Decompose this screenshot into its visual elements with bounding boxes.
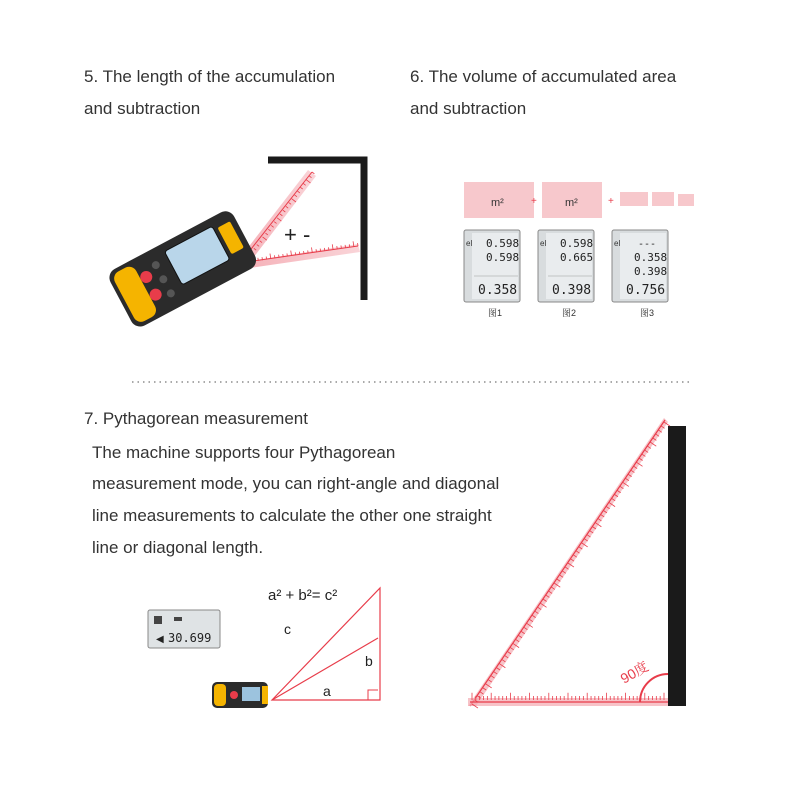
area-box-small [652, 192, 674, 206]
lcd-total: 0.756 [626, 283, 666, 298]
angle-label: 90度 [617, 657, 652, 687]
lcd-reading-panel [148, 610, 220, 648]
screen-1-caption: 图1 [488, 308, 503, 318]
lcd-screen-2 [538, 230, 594, 302]
lcd-total: 0.398 [552, 283, 592, 298]
lcd-screen-1 [464, 230, 520, 302]
lcd-mode-icon [154, 616, 162, 624]
section6-title-line2: and subtraction [410, 99, 527, 118]
lcd-arrow-icon: ◀ [156, 634, 164, 645]
lcd-row1: --- [638, 239, 657, 250]
section7-title: 7. Pythagorean measurement [84, 409, 308, 428]
lcd-mode-icon: el [540, 239, 547, 248]
area-box-1-unit: m² [491, 197, 504, 209]
side-a-label: a [323, 683, 331, 699]
volume-diagram [464, 182, 694, 318]
lcd-total: 0.358 [478, 283, 518, 298]
section7-desc-line3: line measurements to calculate the other one straight [92, 506, 492, 525]
lcd-row3: 0.398 [634, 265, 668, 278]
device-accent [214, 684, 226, 706]
section5-title-line1: 5. The length of the accumulation [84, 67, 336, 86]
lcd-row2: 0.665 [560, 251, 594, 264]
area-box-2-unit: m² [565, 197, 578, 209]
lcd-row2: 0.358 [634, 251, 668, 264]
lcd-screen-3 [612, 230, 668, 302]
laser-meter-device [106, 208, 260, 330]
screen-2-caption: 图2 [562, 308, 577, 318]
battery-icon [174, 617, 182, 621]
lcd-row2: 0.598 [486, 251, 520, 264]
lcd-row1: 0.598 [486, 237, 520, 250]
plus-minus-label: + - [284, 222, 311, 247]
screen-3-caption: 图3 [640, 308, 655, 318]
device-screen [242, 687, 260, 701]
pythagorean-small-diagram [148, 587, 380, 708]
op-plus-2: + [608, 196, 614, 207]
accumulation-diagram [106, 160, 364, 330]
section6-title-line1: 6. The volume of accumulated area [410, 67, 677, 86]
right-angle-mark [368, 690, 378, 700]
section7-desc-line1: The machine supports four Pythagorean [92, 443, 396, 462]
device-button-red [230, 691, 238, 699]
device-tip [262, 686, 268, 704]
section5-title-line2: and subtraction [84, 99, 201, 118]
lcd-mode-icon: el [614, 239, 621, 248]
op-plus-1: + [531, 196, 537, 207]
side-b-label: b [365, 653, 373, 669]
vertical-wall [668, 426, 686, 706]
lcd-mode-icon: el [466, 239, 473, 248]
lcd-reading-value: 30.699 [168, 631, 212, 645]
section7-desc-line2: measurement mode, you can right-angle and diagonal [92, 474, 500, 493]
area-box-small [620, 192, 648, 206]
laser-beam-lower [244, 244, 360, 268]
lcd-row1: 0.598 [560, 237, 594, 250]
side-c-label: c [284, 621, 291, 637]
laser-meter-device-small [212, 682, 268, 708]
pythagorean-large-diagram [468, 418, 686, 708]
section7-desc-line4: line or diagonal length. [92, 538, 264, 557]
area-box-small [678, 194, 694, 206]
corner-wall [268, 160, 364, 300]
pythagorean-formula: a² + b²= c² [268, 587, 338, 604]
